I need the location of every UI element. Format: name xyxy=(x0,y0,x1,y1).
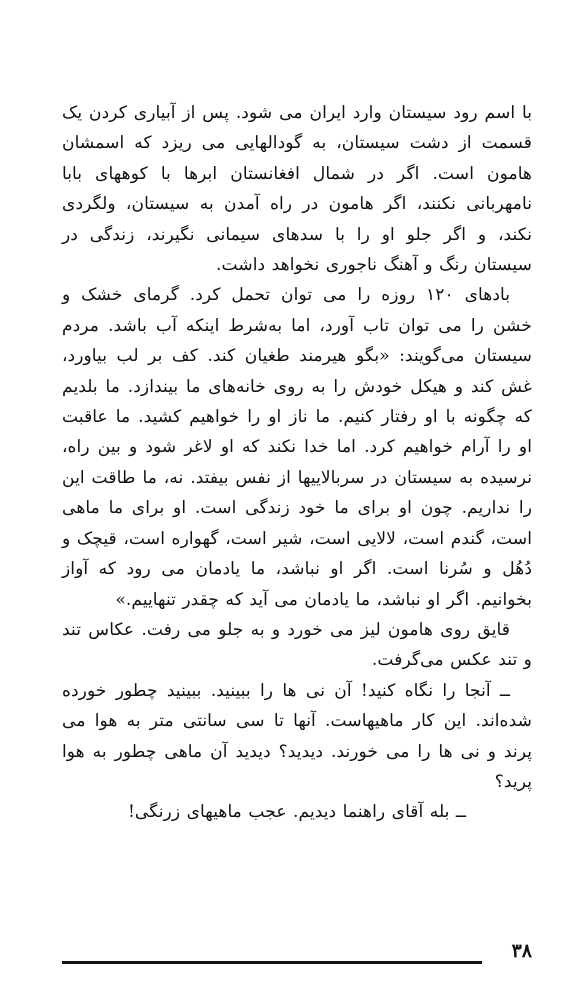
page-footer xyxy=(62,940,532,970)
page-number: ۳۸ xyxy=(511,940,532,962)
paragraph-hirmand-river: با اسم رود سیستان وارد ایران می شود. پس از آبیاری کردن یک قسمت از دشت سیستان، به گودالهایی می ریزد که اسمشان هامون است. اگر در شمال افغانستان ابرها با کوههای بابا نامهربانی نکنند، اگر هامون در راه آمدن به سیستان، ولگردی نکند، و اگر جلو او را با سدهای سیمانی نگیرند، زندگی در سیستان رنگ و آهنگ ناجوری نخواهد داشت. xyxy=(62,103,532,276)
paragraph-guide-speech: ــ آنجا را نگاه کنید! آن نی ها را ببینید. ببینید چطور خورده شده‌اند. این کار ماهیهاست. آنها تا سی سانتی متر به هوا می پرند و نی ها را می خورند. دیدید؟ دیدید آن ماهی چطور به هوا پرید؟ xyxy=(62,680,532,792)
paragraph-sistan-people-quote: بادهای ۱۲۰ روزه را می توان تحمل کرد. گرمای خشک و خشن را می توان تاب آورد، اما به‌شرط اینکه آب باشد. مردم سیستان می‌گویند: «بگو هیرمند طغیان کند. کف بر لب بیاورد، غش کند و هیکل خودش را به روی خانه‌های ما بیندازد. ما بلدیم که چگونه با او رفتار کنیم. ما ناز او را خواهیم کشید. ما عاقبت او را آرام خواهیم کرد. اما خدا نکند که او لاغر شود و بین راه، نرسیده به سیستان در سربالاییها از نفس بیفتد. نه، ما طاقت این را نداریم. چون او برای ما خود زندگی است. او برای ما ماهی است، گندم است، لالایی است، شیر است، گهواره است، قیچک و دُهُل و سُرنا است. اگر او نباشد، ما یادمان می رود که آواز بخوانیم. اگر او نباشد، ما یادمان می آید که چقدر تنهاییم.» xyxy=(62,285,532,610)
paragraph-boat-photographer: قایق روی هامون لیز می خورد و به جلو می رفت. عکاس تند و تند عکس می‌گرفت. xyxy=(62,619,532,671)
paragraph-reply: ــ بله آقای راهنما دیدیم. عجب ماهیهای زرنگی! xyxy=(128,802,466,823)
footer-rule xyxy=(62,961,482,964)
page-body-text xyxy=(62,98,532,828)
